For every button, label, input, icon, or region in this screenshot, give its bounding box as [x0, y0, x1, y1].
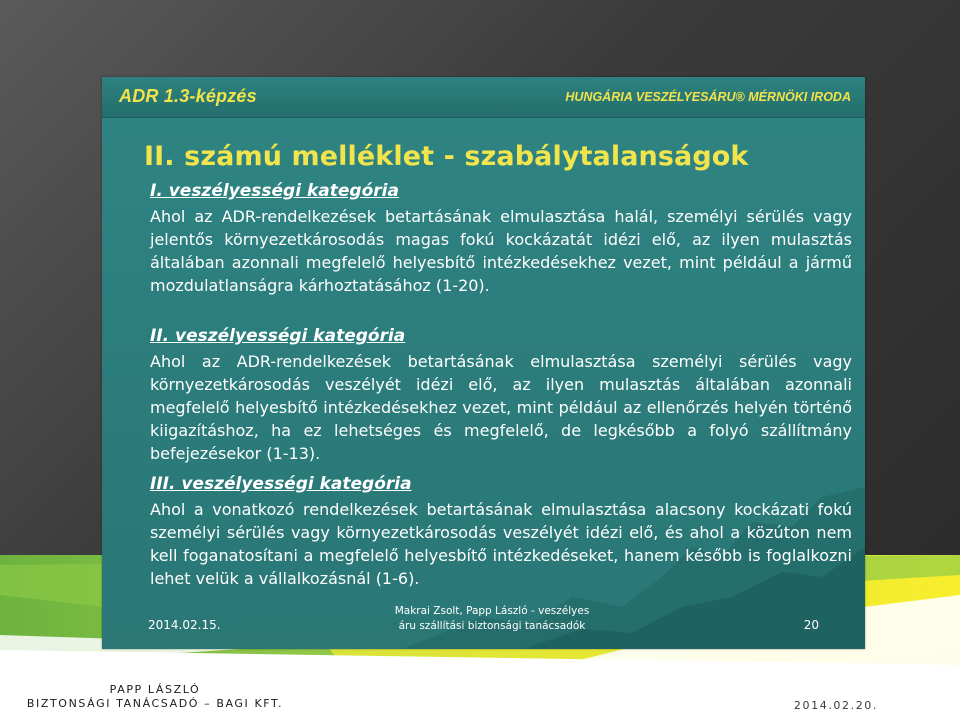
category-heading: III. veszélyességi kategória: [150, 474, 412, 494]
authors-line-2: áru szállítási biztonsági tanácsadók: [398, 620, 586, 632]
slide-footer-authors: [342, 604, 642, 634]
presenter-role: BIZTONSÁGI TANÁCSADÓ – BAGI KFT.: [26, 697, 284, 710]
slide-header: [102, 77, 865, 118]
category-text: Ahol a vonatkozó rendelkezések betartásának elmulasztása alacsony kockázati fokú személyi sérülés vagy környezetkárosodás veszélyét idézi elő, és ahol a közúton nem kell foganatosítani a megfelelő helyesbítő intézkedéseket, hanem később is foglalkozni lehet velük a vállalkozásnál (1-6).: [150, 500, 852, 588]
category-text: Ahol az ADR-rendelkezések betartásának elmulasztása személyi sérülés vagy környezetkárosodás veszélyét idézi elő, az ilyen mulasztás általában azonnali megfelelő helyesbítő intézkedésekhez vezet, mint például az ellenőrzés helyén történő kiigazításhoz, ha ez lehetséges és megfelelő, de legkésőbb a folyó szállítmány befejezésekor (1-13).: [150, 352, 852, 463]
category-heading: II. veszélyességi kategória: [150, 326, 406, 346]
category-section-1: [150, 181, 852, 297]
category-text: Ahol az ADR-rendelkezések betartásának elmulasztása halál, személyi sérülés vagy jelentős környezetkárosodás magas fokú kockázatát idézi elő, az ilyen mulasztás általában azonnali megfelelő helyesbítő intézkedésekhez vezet, mint például a jármű mozdulatlanságra kárhoztatásához (1-20).: [150, 207, 852, 295]
authors-line-1: Makrai Zsolt, Papp László - veszélyes: [394, 605, 590, 617]
slide-page-number: 20: [803, 618, 819, 632]
slide-image: [102, 77, 865, 649]
company-label: HUNGÁRIA VESZÉLYESÁRU® MÉRNÖKI IRODA: [565, 90, 851, 104]
category-section-3: [150, 474, 852, 590]
presenter-block: [0, 683, 310, 711]
category-heading: I. veszélyességi kategória: [150, 181, 399, 201]
slide-title: II. számú melléklet - szabálytalanságok: [144, 141, 749, 172]
slide-footer-date: 2014.02.15.: [148, 618, 221, 632]
presentation-date: 2014.02.20.: [793, 699, 878, 712]
course-label: ADR 1.3-képzés: [119, 86, 257, 106]
category-section-2: [150, 326, 852, 465]
presenter-name: PAPP LÁSZLÓ: [109, 683, 201, 696]
